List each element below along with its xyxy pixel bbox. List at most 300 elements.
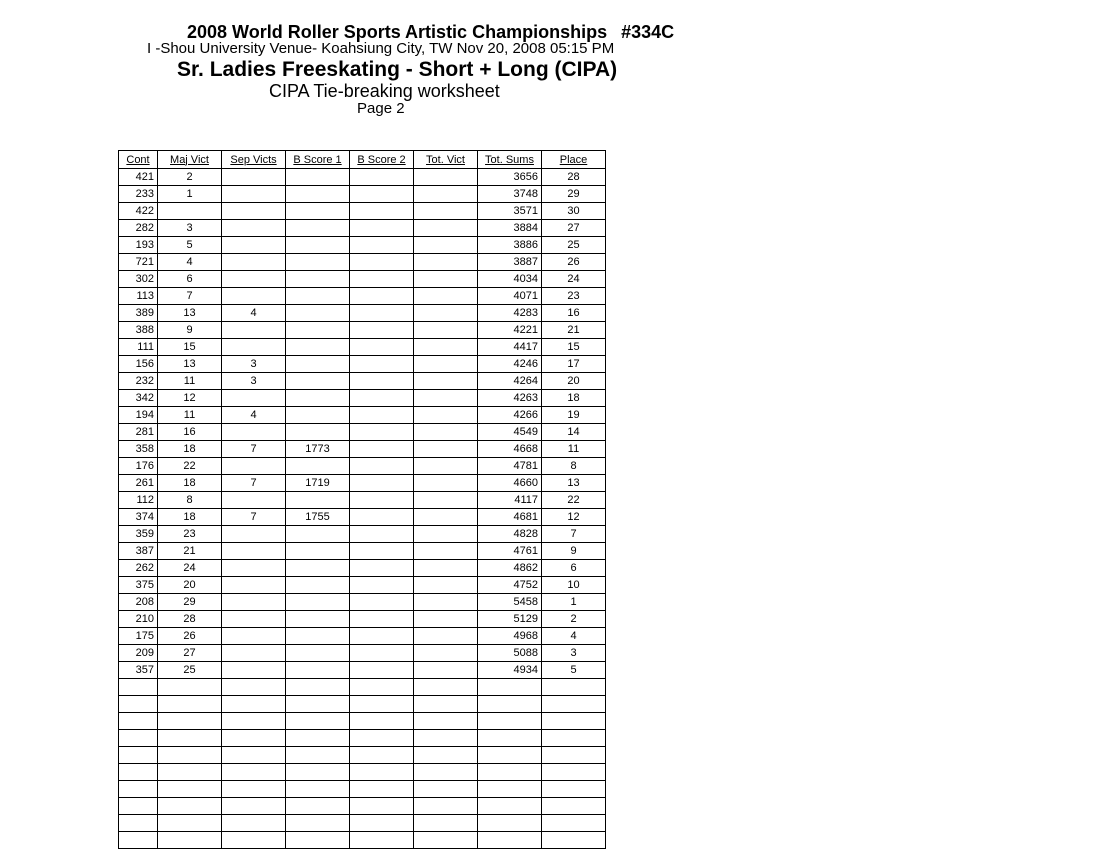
- cell-maj-vict: 11: [158, 407, 222, 424]
- event-name: 2008 World Roller Sports Artistic Championships: [187, 22, 608, 42]
- cell-maj-vict: [158, 764, 222, 781]
- cell-tot-sums: 4828: [478, 526, 542, 543]
- cell-b-score-2: [350, 441, 414, 458]
- cell-tot-sums: [478, 730, 542, 747]
- cell-tot-sums: 4668: [478, 441, 542, 458]
- cell-sep-victs: [222, 832, 286, 849]
- cell-tot-vict: [414, 730, 478, 747]
- cell-tot-sums: [478, 832, 542, 849]
- cell-b-score-2: [350, 339, 414, 356]
- cell-tot-sums: 5458: [478, 594, 542, 611]
- cell-tot-sums: 3884: [478, 220, 542, 237]
- cell-tot-sums: 4221: [478, 322, 542, 339]
- cell-tot-vict: [414, 271, 478, 288]
- cell-tot-vict: [414, 169, 478, 186]
- cell-place: 11: [542, 441, 606, 458]
- table-row: [119, 662, 606, 679]
- cell-b-score-2: [350, 288, 414, 305]
- blank-row: [119, 730, 606, 747]
- cell-place: 13: [542, 475, 606, 492]
- cell-maj-vict: 8: [158, 492, 222, 509]
- col-header-sep-victs: Sep Victs: [222, 151, 286, 169]
- cell-sep-victs: [222, 254, 286, 271]
- cell-cont: 262: [119, 560, 158, 577]
- cell-sep-victs: [222, 662, 286, 679]
- cell-tot-vict: [414, 288, 478, 305]
- cell-tot-sums: [478, 679, 542, 696]
- table-row: [119, 577, 606, 594]
- cell-place: 21: [542, 322, 606, 339]
- cell-cont: [119, 696, 158, 713]
- cell-cont: 342: [119, 390, 158, 407]
- cell-b-score-2: [350, 305, 414, 322]
- cell-cont: 721: [119, 254, 158, 271]
- cell-tot-sums: 4781: [478, 458, 542, 475]
- cell-tot-vict: [414, 373, 478, 390]
- cell-b-score-2: [350, 271, 414, 288]
- cell-tot-vict: [414, 798, 478, 815]
- cell-maj-vict: 13: [158, 356, 222, 373]
- event-code: #334C: [621, 22, 675, 42]
- cell-sep-victs: [222, 730, 286, 747]
- cell-sep-victs: [222, 203, 286, 220]
- cell-tot-vict: [414, 220, 478, 237]
- cell-sep-victs: [222, 713, 286, 730]
- cell-tot-sums: [478, 696, 542, 713]
- cell-b-score-2: [350, 764, 414, 781]
- cell-b-score-1: [286, 645, 350, 662]
- cell-place: 9: [542, 543, 606, 560]
- cell-cont: [119, 781, 158, 798]
- cell-b-score-2: [350, 594, 414, 611]
- cell-place: 23: [542, 288, 606, 305]
- cell-tot-vict: [414, 475, 478, 492]
- cell-maj-vict: [158, 815, 222, 832]
- cell-b-score-1: [286, 815, 350, 832]
- cell-place: [542, 815, 606, 832]
- cell-place: 14: [542, 424, 606, 441]
- table-row: [119, 509, 606, 526]
- cell-sep-victs: [222, 492, 286, 509]
- cell-tot-vict: [414, 543, 478, 560]
- cell-b-score-1: [286, 373, 350, 390]
- cell-place: [542, 730, 606, 747]
- cell-sep-victs: [222, 628, 286, 645]
- table-row: [119, 288, 606, 305]
- cell-b-score-2: [350, 237, 414, 254]
- table-row: [119, 186, 606, 203]
- cell-b-score-1: [286, 305, 350, 322]
- col-header-tot-sums: Tot. Sums: [478, 151, 542, 169]
- cell-b-score-2: [350, 560, 414, 577]
- table-row: [119, 220, 606, 237]
- cell-place: 27: [542, 220, 606, 237]
- cell-tot-vict: [414, 696, 478, 713]
- cell-b-score-1: 1719: [286, 475, 350, 492]
- table-row: [119, 254, 606, 271]
- col-header-place: Place: [542, 151, 606, 169]
- cell-sep-victs: [222, 815, 286, 832]
- cell-b-score-1: [286, 781, 350, 798]
- cell-cont: 113: [119, 288, 158, 305]
- cell-b-score-2: [350, 390, 414, 407]
- cell-b-score-1: [286, 679, 350, 696]
- table-row: [119, 339, 606, 356]
- cell-tot-vict: [414, 509, 478, 526]
- cell-b-score-2: [350, 815, 414, 832]
- cell-cont: [119, 713, 158, 730]
- blank-row: [119, 713, 606, 730]
- cell-tot-sums: 4266: [478, 407, 542, 424]
- cell-tot-vict: [414, 781, 478, 798]
- cell-tot-vict: [414, 441, 478, 458]
- cell-tot-vict: [414, 492, 478, 509]
- cell-tot-sums: 4034: [478, 271, 542, 288]
- cell-cont: 261: [119, 475, 158, 492]
- cell-tot-sums: 4246: [478, 356, 542, 373]
- cell-sep-victs: [222, 169, 286, 186]
- cell-cont: 374: [119, 509, 158, 526]
- cell-b-score-2: [350, 662, 414, 679]
- venue-line: I -Shou University Venue- Koahsiung City, TW Nov 20, 2008 05:15 PM: [147, 40, 615, 57]
- cell-sep-victs: [222, 458, 286, 475]
- cell-cont: 302: [119, 271, 158, 288]
- cell-tot-sums: 3571: [478, 203, 542, 220]
- cell-tot-sums: 4761: [478, 543, 542, 560]
- cell-cont: 387: [119, 543, 158, 560]
- cell-cont: 210: [119, 611, 158, 628]
- cell-tot-sums: 4681: [478, 509, 542, 526]
- cell-cont: 282: [119, 220, 158, 237]
- cell-tot-vict: [414, 560, 478, 577]
- cell-b-score-2: [350, 492, 414, 509]
- cell-tot-vict: [414, 713, 478, 730]
- cell-tot-vict: [414, 254, 478, 271]
- cell-tot-sums: [478, 713, 542, 730]
- cell-maj-vict: 24: [158, 560, 222, 577]
- table-row: [119, 373, 606, 390]
- cell-sep-victs: [222, 764, 286, 781]
- cell-maj-vict: 20: [158, 577, 222, 594]
- cell-cont: 421: [119, 169, 158, 186]
- cell-maj-vict: 25: [158, 662, 222, 679]
- cell-maj-vict: 9: [158, 322, 222, 339]
- cell-place: 28: [542, 169, 606, 186]
- table-row: [119, 645, 606, 662]
- cell-place: [542, 713, 606, 730]
- cell-maj-vict: 29: [158, 594, 222, 611]
- cell-maj-vict: 15: [158, 339, 222, 356]
- table-row: [119, 271, 606, 288]
- cell-b-score-1: [286, 560, 350, 577]
- cell-b-score-2: [350, 322, 414, 339]
- cell-tot-sums: 4549: [478, 424, 542, 441]
- cell-place: 6: [542, 560, 606, 577]
- cell-sep-victs: 3: [222, 356, 286, 373]
- table-row: [119, 356, 606, 373]
- cell-maj-vict: 18: [158, 475, 222, 492]
- cell-b-score-1: [286, 169, 350, 186]
- cell-place: 17: [542, 356, 606, 373]
- cell-tot-sums: 4862: [478, 560, 542, 577]
- blank-row: [119, 832, 606, 849]
- cell-cont: 112: [119, 492, 158, 509]
- cell-tot-sums: 4263: [478, 390, 542, 407]
- table-row: [119, 441, 606, 458]
- category-title: Sr. Ladies Freeskating - Short + Long (CIPA): [177, 58, 618, 81]
- cell-sep-victs: [222, 543, 286, 560]
- cell-tot-sums: 4752: [478, 577, 542, 594]
- cell-sep-victs: [222, 288, 286, 305]
- cell-b-score-2: [350, 696, 414, 713]
- cell-cont: [119, 832, 158, 849]
- cell-sep-victs: [222, 237, 286, 254]
- cell-b-score-1: [286, 798, 350, 815]
- cell-b-score-1: [286, 577, 350, 594]
- cell-cont: 194: [119, 407, 158, 424]
- cell-sep-victs: [222, 186, 286, 203]
- cell-maj-vict: 22: [158, 458, 222, 475]
- blank-row: [119, 764, 606, 781]
- blank-row: [119, 781, 606, 798]
- cell-b-score-1: [286, 407, 350, 424]
- cell-b-score-1: [286, 696, 350, 713]
- tie-breaking-table: [118, 150, 606, 849]
- cell-cont: 281: [119, 424, 158, 441]
- cell-cont: 233: [119, 186, 158, 203]
- cell-sep-victs: [222, 390, 286, 407]
- cell-b-score-1: [286, 543, 350, 560]
- event-title: [187, 23, 674, 41]
- cell-sep-victs: 7: [222, 509, 286, 526]
- cell-b-score-2: [350, 781, 414, 798]
- cell-sep-victs: [222, 781, 286, 798]
- cell-maj-vict: [158, 203, 222, 220]
- cell-b-score-1: [286, 254, 350, 271]
- cell-maj-vict: 12: [158, 390, 222, 407]
- cell-place: 10: [542, 577, 606, 594]
- cell-cont: 375: [119, 577, 158, 594]
- cell-cont: 232: [119, 373, 158, 390]
- cell-b-score-2: [350, 424, 414, 441]
- cell-maj-vict: 3: [158, 220, 222, 237]
- cell-b-score-1: [286, 713, 350, 730]
- cell-cont: [119, 815, 158, 832]
- cell-cont: 193: [119, 237, 158, 254]
- cell-tot-sums: 4117: [478, 492, 542, 509]
- cell-cont: 388: [119, 322, 158, 339]
- cell-cont: 208: [119, 594, 158, 611]
- cell-place: 18: [542, 390, 606, 407]
- cell-place: 4: [542, 628, 606, 645]
- cell-tot-vict: [414, 339, 478, 356]
- table-row: [119, 628, 606, 645]
- cell-b-score-2: [350, 611, 414, 628]
- cell-sep-victs: [222, 645, 286, 662]
- cell-sep-victs: 4: [222, 305, 286, 322]
- cell-b-score-2: [350, 747, 414, 764]
- cell-b-score-1: [286, 424, 350, 441]
- cell-b-score-2: [350, 254, 414, 271]
- cell-b-score-2: [350, 645, 414, 662]
- cell-tot-vict: [414, 390, 478, 407]
- cell-place: [542, 679, 606, 696]
- blank-row: [119, 815, 606, 832]
- cell-tot-vict: [414, 186, 478, 203]
- cell-place: 15: [542, 339, 606, 356]
- cell-tot-sums: 4417: [478, 339, 542, 356]
- col-header-cont: Cont: [119, 151, 158, 169]
- cell-sep-victs: [222, 577, 286, 594]
- cell-place: 3: [542, 645, 606, 662]
- cell-tot-vict: [414, 662, 478, 679]
- cell-place: [542, 747, 606, 764]
- cell-maj-vict: 11: [158, 373, 222, 390]
- cell-place: 8: [542, 458, 606, 475]
- cell-maj-vict: 23: [158, 526, 222, 543]
- cell-sep-victs: [222, 424, 286, 441]
- cell-b-score-1: 1773: [286, 441, 350, 458]
- cell-place: [542, 832, 606, 849]
- cell-cont: 359: [119, 526, 158, 543]
- table-row: [119, 169, 606, 186]
- cell-b-score-2: [350, 169, 414, 186]
- table-row: [119, 203, 606, 220]
- cell-tot-sums: 4283: [478, 305, 542, 322]
- cell-b-score-2: [350, 679, 414, 696]
- cell-tot-vict: [414, 594, 478, 611]
- cell-place: [542, 798, 606, 815]
- cell-maj-vict: [158, 781, 222, 798]
- cell-b-score-1: [286, 458, 350, 475]
- cell-maj-vict: [158, 696, 222, 713]
- cell-place: [542, 696, 606, 713]
- cell-cont: 175: [119, 628, 158, 645]
- cell-b-score-1: [286, 628, 350, 645]
- cell-b-score-1: [286, 220, 350, 237]
- cell-tot-sums: 4660: [478, 475, 542, 492]
- cell-tot-vict: [414, 305, 478, 322]
- table-header-row: [119, 151, 606, 169]
- cell-cont: [119, 730, 158, 747]
- cell-tot-vict: [414, 203, 478, 220]
- cell-sep-victs: [222, 322, 286, 339]
- cell-sep-victs: [222, 594, 286, 611]
- cell-b-score-1: [286, 288, 350, 305]
- cell-tot-vict: [414, 679, 478, 696]
- cell-tot-vict: [414, 815, 478, 832]
- cell-b-score-2: [350, 526, 414, 543]
- cell-tot-vict: [414, 645, 478, 662]
- blank-row: [119, 798, 606, 815]
- cell-b-score-1: [286, 492, 350, 509]
- cell-tot-vict: [414, 832, 478, 849]
- cell-maj-vict: [158, 730, 222, 747]
- cell-b-score-2: [350, 713, 414, 730]
- cell-maj-vict: 5: [158, 237, 222, 254]
- cell-maj-vict: [158, 832, 222, 849]
- cell-tot-vict: [414, 611, 478, 628]
- cell-place: 25: [542, 237, 606, 254]
- col-header-tot-vict: Tot. Vict: [414, 151, 478, 169]
- cell-tot-sums: 4934: [478, 662, 542, 679]
- cell-maj-vict: [158, 747, 222, 764]
- cell-b-score-2: [350, 220, 414, 237]
- cell-cont: 111: [119, 339, 158, 356]
- cell-tot-sums: [478, 798, 542, 815]
- cell-sep-victs: [222, 526, 286, 543]
- table-row: [119, 458, 606, 475]
- cell-place: 5: [542, 662, 606, 679]
- table-row: [119, 526, 606, 543]
- cell-cont: 389: [119, 305, 158, 322]
- cell-tot-sums: 4264: [478, 373, 542, 390]
- cell-place: 29: [542, 186, 606, 203]
- table-row: [119, 407, 606, 424]
- cell-place: 30: [542, 203, 606, 220]
- cell-b-score-2: [350, 203, 414, 220]
- cell-tot-vict: [414, 526, 478, 543]
- cell-tot-sums: 4071: [478, 288, 542, 305]
- cell-maj-vict: 16: [158, 424, 222, 441]
- cell-maj-vict: 18: [158, 441, 222, 458]
- cell-b-score-1: [286, 237, 350, 254]
- cell-sep-victs: [222, 798, 286, 815]
- cell-cont: 156: [119, 356, 158, 373]
- cell-tot-sums: 5129: [478, 611, 542, 628]
- cell-sep-victs: [222, 560, 286, 577]
- cell-tot-vict: [414, 747, 478, 764]
- cell-b-score-2: [350, 373, 414, 390]
- cell-maj-vict: 26: [158, 628, 222, 645]
- cell-b-score-2: [350, 730, 414, 747]
- cell-sep-victs: 3: [222, 373, 286, 390]
- cell-tot-vict: [414, 237, 478, 254]
- table-row: [119, 390, 606, 407]
- cell-tot-sums: 3656: [478, 169, 542, 186]
- cell-sep-victs: 7: [222, 441, 286, 458]
- cell-b-score-1: [286, 662, 350, 679]
- blank-row: [119, 747, 606, 764]
- cell-maj-vict: 6: [158, 271, 222, 288]
- cell-maj-vict: 2: [158, 169, 222, 186]
- cell-b-score-1: [286, 390, 350, 407]
- table-row: [119, 560, 606, 577]
- worksheet-title: CIPA Tie-breaking worksheet: [269, 81, 500, 101]
- cell-maj-vict: 18: [158, 509, 222, 526]
- cell-cont: 422: [119, 203, 158, 220]
- cell-b-score-1: [286, 832, 350, 849]
- cell-tot-vict: [414, 577, 478, 594]
- cell-maj-vict: 13: [158, 305, 222, 322]
- cell-place: 12: [542, 509, 606, 526]
- cell-place: 1: [542, 594, 606, 611]
- table-row: [119, 237, 606, 254]
- cell-tot-vict: [414, 458, 478, 475]
- cell-cont: 209: [119, 645, 158, 662]
- cell-b-score-1: [286, 339, 350, 356]
- cell-cont: [119, 747, 158, 764]
- table-row: [119, 322, 606, 339]
- cell-b-score-1: 1755: [286, 509, 350, 526]
- cell-tot-vict: [414, 628, 478, 645]
- cell-cont: 358: [119, 441, 158, 458]
- cell-maj-vict: [158, 798, 222, 815]
- table-row: [119, 611, 606, 628]
- cell-maj-vict: 1: [158, 186, 222, 203]
- cell-cont: 176: [119, 458, 158, 475]
- blank-row: [119, 696, 606, 713]
